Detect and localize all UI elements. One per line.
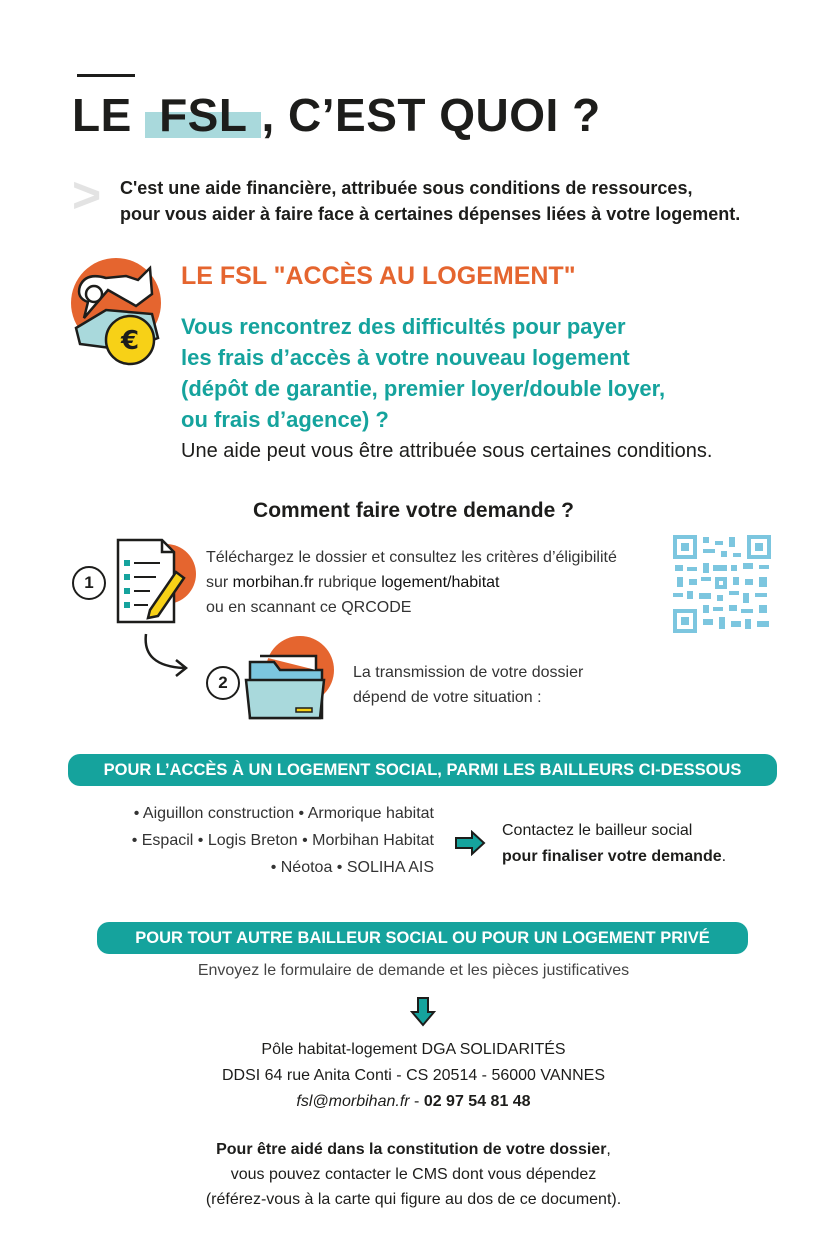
folder-icon: [244, 634, 336, 724]
title-rule: [77, 74, 135, 77]
bailleurs-list: • Aiguillon construction • Armorique habitat • Espacil • Logis Breton • Morbihan Habitat • Néotoa • SOLIHA AIS: [131, 805, 434, 876]
help-text: Pour être aidé dans la constitution de votre dossier, vous pouvez contacter le CMS dont vous dépendez (référez-vous à la carte qui figure au dos de ce document).: [205, 1141, 622, 1208]
other-banner: POUR TOUT AUTRE BAILLEUR SOCIAL OU POUR UN LOGEMENT PRIVÉ: [97, 922, 748, 954]
qr-code[interactable]: [673, 535, 771, 633]
chevron-right-icon: >: [72, 167, 102, 223]
step-2-text: La transmission de votre dossier dépend de votre situation :: [353, 664, 584, 706]
aide-text: Une aide peut vous être attribuée sous certaines conditions.: [181, 440, 713, 462]
arrow-right-icon: [454, 830, 486, 856]
svg-text:€: €: [120, 326, 140, 356]
step-1-badge: 1: [72, 566, 106, 600]
phone-number[interactable]: 02 97 54 81 48: [423, 1093, 531, 1110]
how-heading: Comment faire votre demande ?: [253, 499, 574, 522]
address-block: Pôle habitat-logement DGA SOLIDARITÉS DDSI 64 rue Anita Conti - CS 20514 - 56000 VANNES fsl@morbihan.fr - 02 97 54 81 48: [221, 1041, 605, 1110]
social-banner: POUR L’ACCÈS À UN LOGEMENT SOCIAL, PARMI LES BAILLEURS CI-DESSOUS: [68, 754, 777, 786]
title-highlight: FSL: [145, 88, 261, 142]
document-pencil-icon: [110, 536, 200, 628]
page-title: LE FSL , C’EST QUOI ?: [72, 89, 601, 141]
intro-text: C'est une aide financière, attribuée sous conditions de ressources, pour vous aider à faire face à certaines dépenses liées à votre logement.: [120, 178, 741, 224]
site-link[interactable]: morbihan.fr: [232, 574, 314, 591]
step-2-badge: 2: [206, 666, 240, 700]
arrow-down-icon: [410, 996, 436, 1028]
key-euro-icon: [66, 258, 166, 373]
email-link[interactable]: fsl@morbihan.fr: [296, 1093, 410, 1110]
section-question: Vous rencontrez des difficultés pour payer les frais d’accès à votre nouveau logement (dépôt de garantie, premier loyer/double loyer, ou frais d’agence) ?: [181, 314, 666, 432]
curved-arrow-icon: [140, 632, 196, 682]
contact-bailleur: Contactez le bailleur social pour finaliser votre demande.: [502, 822, 727, 865]
envoyez-text: Envoyez le formulaire de demande et les pièces justificatives: [197, 962, 630, 979]
section-heading: LE FSL "ACCÈS AU LOGEMENT": [181, 262, 576, 290]
step-1-text: Téléchargez le dossier et consultez les critères d’éligibilité sur morbihan.fr rubrique logement/habitat ou en scannant ce QRCODE: [206, 549, 617, 616]
